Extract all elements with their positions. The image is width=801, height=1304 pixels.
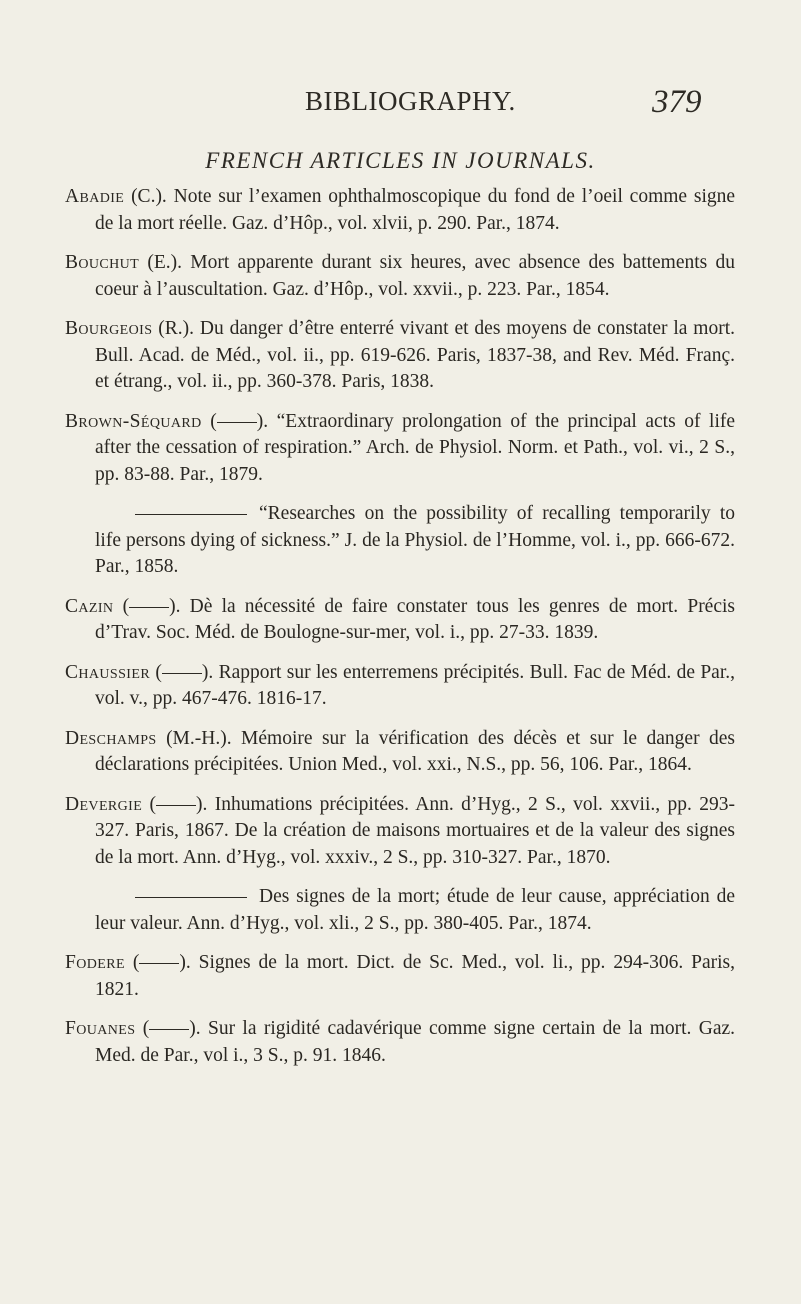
open-paren: ( <box>122 595 130 617</box>
ditto-author-dash <box>135 514 247 515</box>
open-paren: ( <box>210 410 217 432</box>
close-paren: ). <box>196 793 208 815</box>
section-title: FRENCH ARTICLES IN JOURNALS. <box>205 148 596 173</box>
bib-entry-devergie <box>65 792 735 872</box>
open-paren: ( <box>155 661 162 683</box>
entry-text: Signes de la mort. Dict. de Sc. Med., vol. li., pp. 294-306. Paris, 1821. <box>95 952 736 1000</box>
ditto-dash <box>156 805 196 806</box>
entry-text: Du danger d’être enterré vivant et des moyens de constater la mort. Bull. Acad. de Méd., vol. ii., pp. 619-626. Paris, 1837-38, and Rev. Méd. Franç. et étrang., vol. ii., pp. 360-378. Paris, 1838. <box>95 318 735 392</box>
entry-author: Devergie <box>65 793 143 815</box>
entry-text: “Researches on the possibility of recalling temporarily to life persons dying of sickness.” J. de la Physiol. de l’Homme, vol. i., pp. 666-672. Par., 1858. <box>95 503 735 577</box>
page-number: 379 <box>652 84 702 120</box>
bib-entry-fodere <box>65 950 735 1003</box>
close-paren: ). <box>189 1018 201 1039</box>
bibliography-list <box>65 184 735 1082</box>
entry-text: Mort apparente durant six heures, avec absence des battements du coeur à l’auscultation. Gaz. d’Hôp., vol. xxvii., p. 223. Par., 1854. <box>95 252 736 300</box>
entry-author: Brown-Séquard <box>65 410 202 432</box>
entry-text: Dè la nécessité de faire constater tous les genres de mort. Précis d’Trav. Soc. Méd. de Boulogne-sur-mer, vol. i., pp. 27-33. 1839. <box>95 595 736 643</box>
bib-entry-cazin <box>65 594 735 647</box>
entry-author: Fodere <box>65 952 125 973</box>
close-paren: ). <box>169 595 181 617</box>
entry-author: Fouanes <box>65 1018 136 1039</box>
close-paren: ). <box>201 661 214 683</box>
entry-initials: (C.). <box>131 186 167 207</box>
bib-entry-bouchut <box>65 250 735 303</box>
open-paren: ( <box>149 793 157 815</box>
entry-text: Inhumations précipitées. Ann. d’Hyg., 2 S., vol. xxvii., pp. 293-327. Paris, 1867. De la création de maisons mortuaires et de la valeur des signes de la mort. Ann. d’Hyg., vol. xxxiv., 2 S., pp. 310-327. Par., 1870. <box>95 793 736 868</box>
bib-entry-deschamps <box>65 726 735 779</box>
entry-initials: (M.-H.). <box>166 727 232 749</box>
entry-author: Bouchut <box>65 252 140 273</box>
bib-entry-abadie <box>65 184 735 237</box>
entry-text: Des signes de la mort; étude de leur cause, appréciation de leur valeur. Ann. d’Hyg., vol. xli., 2 S., pp. 380-405. Par., 1874. <box>95 886 735 934</box>
bib-entry-brown-sequard-cont <box>65 501 735 581</box>
entry-text: Sur la rigidité cadavérique comme signe certain de la mort. Gaz. Med. de Par., vol i., 3 S., p. 91. 1846. <box>95 1018 736 1066</box>
entry-initials: (E.). <box>147 252 183 273</box>
entry-author: Deschamps <box>65 727 157 749</box>
bib-entry-bourgeois <box>65 316 735 396</box>
bib-entry-fouanes <box>65 1016 735 1069</box>
ditto-author-dash <box>135 897 247 898</box>
entry-author: Cazin <box>65 595 114 617</box>
entry-text: Mémoire sur la vérification des décès et sur le danger des déclarations précipitées. Union Med., vol. xxi., N.S., pp. 56, 106. Par., 1864. <box>95 727 736 775</box>
open-paren: ( <box>142 1018 150 1039</box>
open-paren: ( <box>132 952 140 973</box>
running-head <box>0 86 801 126</box>
entry-author: Bourgeois <box>65 318 153 339</box>
entry-author: Abadie <box>65 186 125 207</box>
bib-entry-devergie-cont <box>65 884 735 937</box>
close-paren: ). <box>256 410 269 432</box>
ditto-dash <box>129 607 169 608</box>
ditto-dash <box>217 422 257 423</box>
entry-text: Rapport sur les enterremens précipités. Bull. Fac de Méd. de Par., vol. v., pp. 467-476. 1816-17. <box>95 661 736 709</box>
bib-entry-chaussier <box>65 660 735 713</box>
running-title: BIBLIOGRAPHY. <box>305 86 516 116</box>
bib-entry-brown-sequard <box>65 409 735 489</box>
ditto-dash <box>139 963 179 964</box>
entry-text: Note sur l’examen ophthalmoscopique du fond de l’oeil comme signe de la mort réelle. Gaz. d’Hôp., vol. xlvii, p. 290. Par., 1874. <box>95 186 736 234</box>
close-paren: ). <box>179 952 191 973</box>
ditto-dash <box>162 673 202 674</box>
entry-author: Chaussier <box>65 661 151 683</box>
entry-text: “Extraordinary prolongation of the principal acts of life after the cessation of respiration.” Arch. de Physiol. Norm. et Path., vol. vi., 2 S., pp. 83-88. Par., 1879. <box>95 410 736 485</box>
entry-initials: (R.). <box>158 318 195 339</box>
ditto-dash <box>149 1029 189 1030</box>
